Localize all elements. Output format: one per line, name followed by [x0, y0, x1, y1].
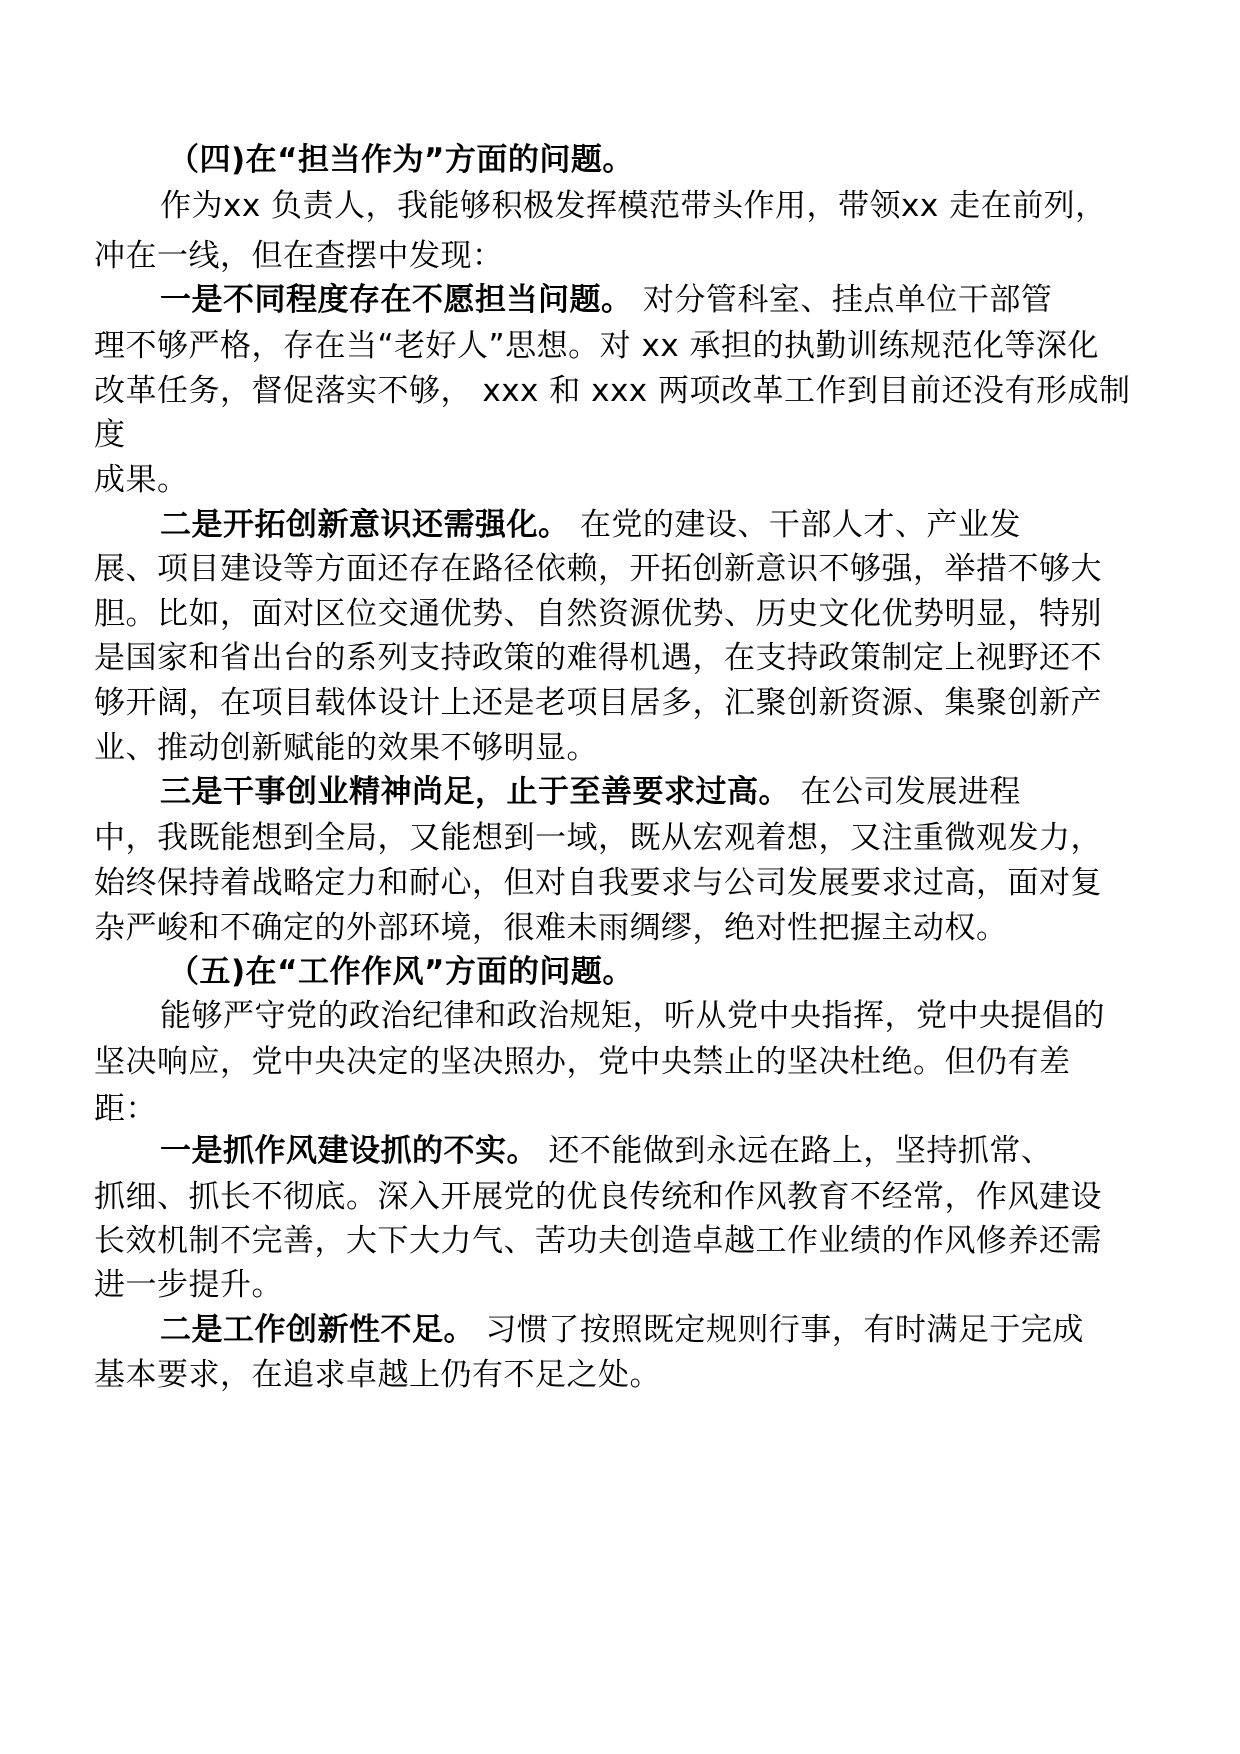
section-heading: （五)在“工作作风”方面的问题。 [168, 954, 634, 990]
body-text: 距： [94, 1091, 157, 1127]
text-line [94, 1089, 157, 1129]
body-text: 始终保持着战略定力和耐心，但对自我要求与公司发展要求过高，面对复 [94, 865, 1102, 901]
body-text: 胆。比如，面对区位交通优势、自然资源优势、历史文化优势明显，特别 [94, 596, 1102, 632]
body-text: 抓细、抓长不彻底。深入开展党的优良传统和作风教育不经常，作风建设 [94, 1179, 1102, 1215]
text-line [160, 772, 1021, 812]
body-text: 改革任务，督促落实不够， xxx 和 xxx 两项改革工作到目前还没有形成制 [94, 373, 1131, 409]
point-heading: 二是工作创新性不足。 [160, 1312, 475, 1348]
text-line [160, 1310, 1084, 1350]
text-line [94, 1177, 1102, 1217]
body-text: 作为xx 负责人，我能够积极发挥模范带头作用，带领xx 走在前列， [160, 188, 1107, 224]
point-heading: 一是不同程度存在不愿担当问题。 [160, 282, 633, 318]
text-line [94, 638, 1102, 678]
text-line [94, 549, 1102, 589]
point-heading: 二是开拓创新意识还需强化。 [160, 507, 570, 543]
body-text: 习惯了按照既定规则行事，有时满足于完成 [475, 1312, 1084, 1348]
body-text: 长效机制不完善，大下大力气、苦功夫创造卓越工作业绩的作风修养还需 [94, 1223, 1102, 1259]
text-line [94, 908, 1008, 948]
body-text: 业、推动创新赋能的效果不够明显。 [94, 730, 598, 766]
point-heading: 三是干事创业精神尚足，止于至善要求过高。 [160, 774, 790, 810]
text-line [94, 236, 504, 276]
point-heading: 一是抓作风建设抓的不实。 [160, 1133, 538, 1169]
text-line [168, 140, 634, 180]
body-text: 杂严峻和不确定的外部环境，很难未雨绸缪，绝对性把握主动权。 [94, 910, 1008, 946]
text-line [160, 505, 1021, 545]
text-line [160, 186, 1107, 226]
body-text: 度 [94, 417, 126, 453]
text-line [94, 863, 1102, 903]
text-line [94, 728, 598, 768]
body-text: 成果。 [94, 462, 189, 498]
body-text: 在党的建设、干部人才、产业发 [569, 507, 1021, 543]
text-line [94, 1221, 1102, 1261]
text-line [94, 1265, 283, 1305]
body-text: 进一步提升。 [94, 1267, 283, 1303]
body-text: 基本要求，在追求卓越上仍有不足之处。 [94, 1357, 661, 1393]
text-line [168, 952, 634, 992]
text-line [94, 326, 1099, 366]
body-text: 展、项目建设等方面还存在路径依赖，开拓创新意识不够强，举措不够大 [94, 551, 1102, 587]
body-text: 还不能做到永远在路上，坚持抓常、 [538, 1133, 1053, 1169]
section-heading: （四)在“担当作为”方面的问题。 [168, 142, 634, 178]
text-line [94, 460, 189, 500]
text-line [94, 683, 1102, 723]
text-line [160, 1131, 1052, 1171]
text-line [160, 280, 1052, 320]
body-text: 是国家和省出台的系列支持政策的难得机遇，在支持政策制定上视野还不 [94, 640, 1102, 676]
body-text: 坚决响应，党中央决定的坚决照办，党中央禁止的坚决杜绝。但仍有差 [94, 1044, 1071, 1080]
body-text: 能够严守党的政治纪律和政治规矩，听从党中央指挥，党中央提倡的 [160, 998, 1105, 1034]
text-line [94, 818, 1102, 858]
text-line [94, 415, 126, 455]
body-text: 够开阔，在项目载体设计上还是老项目居多，汇聚创新资源、集聚创新产 [94, 685, 1102, 721]
text-line [94, 594, 1102, 634]
body-text: 中，我既能想到全局，又能想到一域，既从宏观着想，又注重微观发力， [94, 820, 1102, 856]
text-line [94, 1042, 1071, 1082]
text-line [94, 1355, 661, 1395]
text-line [160, 996, 1105, 1036]
body-text: 冲在一线，但在查摆中发现： [94, 238, 504, 274]
body-text: 理不够严格，存在当“老好人”思想。对 xx 承担的执勤训练规范化等深化 [94, 328, 1100, 364]
text-line [94, 371, 1131, 411]
body-text: 对分管科室、挂点单位干部管 [632, 282, 1053, 318]
body-text: 在公司发展进程 [790, 774, 1021, 810]
